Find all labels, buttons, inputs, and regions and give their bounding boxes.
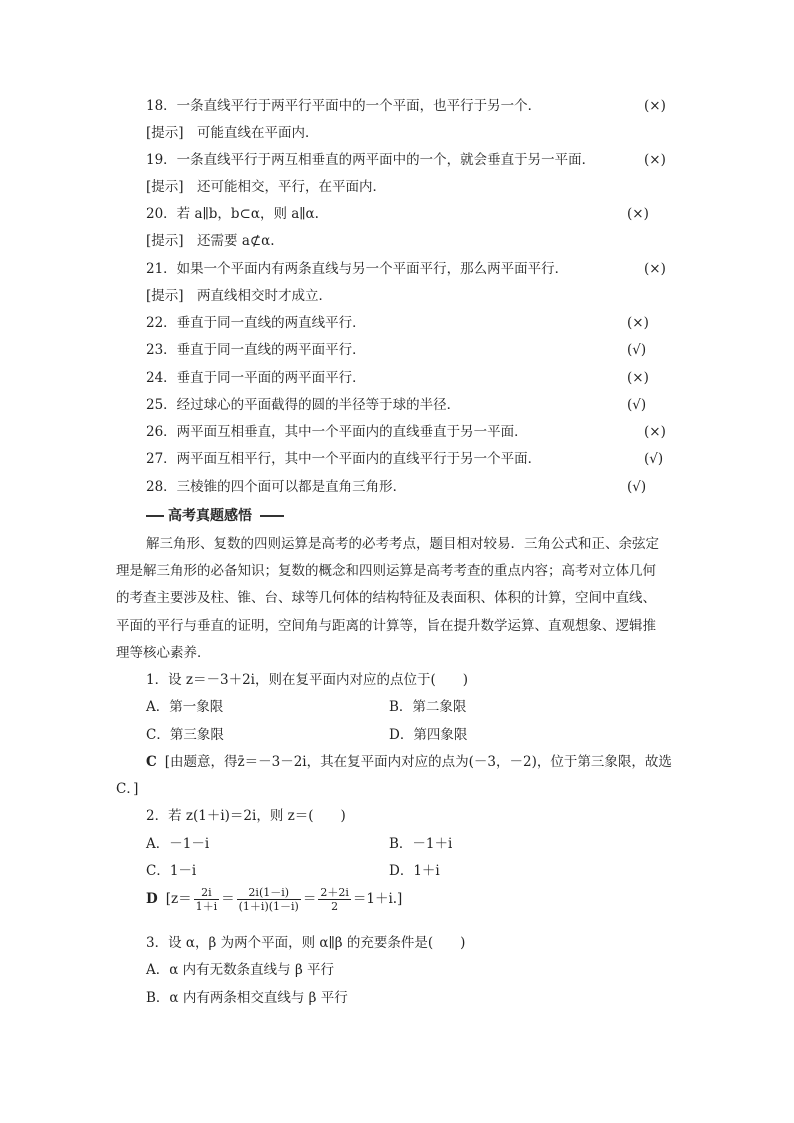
intro-line-1: 解三角形、复数的四则运算是高考的必考考点，题目相对较易．三角公式和正、余弦定 <box>146 536 659 552</box>
item-18: 18．一条直线平行于两平行平面中的一个平面，也平行于另一个． <box>146 98 542 114</box>
q2-sol-end: ＝1＋i.] <box>352 891 403 907</box>
q1-answer: C <box>146 754 157 770</box>
intro-line-2: 理是解三角形的必备知识；复数的概念和四则运算是高考考查的重点内容；高考对立体几何 <box>116 563 656 579</box>
item-19-mark: (×) <box>644 152 666 168</box>
item-18-hint: [提示] 可能直线在平面内． <box>146 125 319 141</box>
q3-option-a: A．α 内有无数条直线与 β 平行 <box>146 962 335 978</box>
item-23-mark: (√) <box>627 342 647 358</box>
item-22-mark: (×) <box>627 315 649 331</box>
item-23: 23．垂直于同一直线的两平面平行． <box>146 342 366 358</box>
q1-option-a: A．第一象限 <box>146 699 224 715</box>
item-19-hint: [提示] 还可能相交，平行，在平面内． <box>146 179 387 195</box>
item-28-mark: (√) <box>627 479 647 495</box>
item-24: 24．垂直于同一平面的两平面平行． <box>146 370 366 386</box>
q2-option-d: D．1＋i <box>389 863 440 879</box>
item-21-mark: (×) <box>644 261 666 277</box>
header-rule-left <box>146 515 164 517</box>
q1-stem: 1．设 z＝－3＋2i，则在复平面内对应的点位于( ) <box>146 672 469 688</box>
q2-f3-den: 2 <box>331 900 339 913</box>
intro-line-4: 平面的平行与垂直的证明，空间角与距离的计算等，旨在提升数学运算、直观想象、逻辑推 <box>116 618 656 634</box>
q3-option-b: B．α 内有两条相交直线与 β 平行 <box>146 990 348 1006</box>
item-25-mark: (√) <box>627 397 647 413</box>
item-20-hint: [提示] 还需要 a⊄α. <box>146 233 275 249</box>
item-26: 26．两平面互相垂直，其中一个平面内的直线垂直于另一平面． <box>146 424 528 440</box>
item-18-mark: (×) <box>644 98 666 114</box>
item-21: 21．如果一个平面内有两条直线与另一个平面平行，那么两平面平行． <box>146 261 569 277</box>
q2-f3-num: 2＋2i <box>320 886 349 899</box>
q1-option-c: C．第三象限 <box>146 727 224 743</box>
q1-explanation-text: [由题意，得z̄＝－3－2i，其在复平面内对应的点为(－3，－2)，位于第三象限，故选 <box>164 754 672 770</box>
item-27: 27．两平面互相平行，其中一个平面内的直线平行于另一个平面． <box>146 451 542 467</box>
intro-line-3: 的考查主要涉及柱、锥、台、球等几何体的结构特征及表面积、体积的计算，空间中直线、 <box>116 590 656 606</box>
q2-f2-den: (1＋i)(1－i) <box>238 900 299 913</box>
q3-stem: 3．设 α，β 为两个平面，则 α∥β 的充要条件是( ) <box>146 935 466 951</box>
item-22: 22．垂直于同一直线的两直线平行． <box>146 315 366 331</box>
item-21-hint: [提示] 两直线相交时才成立． <box>146 288 333 304</box>
item-25: 25．经过球心的平面截得的圆的半径等于球的半径． <box>146 397 461 413</box>
intro-line-5: 理等核心素养． <box>116 645 211 661</box>
q2-stem: 2．若 z(1＋i)＝2i，则 z＝( ) <box>146 808 346 824</box>
q2-answer: D <box>146 891 158 907</box>
item-19: 19．一条直线平行于两互相垂直的两平面中的一个，就会垂直于另一平面． <box>146 152 596 168</box>
q2-option-b: B．－1＋i <box>389 836 453 852</box>
item-24-mark: (×) <box>627 370 649 386</box>
q1-option-b: B．第二象限 <box>389 699 467 715</box>
q2-solution: D [z＝ $\frac{2i}{1+i}$ ＝ $\frac{2i(1-i)}{(1+i)(1-i)}$ ＝ $\frac{2+2i}{2}$ ＝1＋i.] <box>146 886 403 913</box>
item-20: 20．若 a∥b，b⊂α，则 a∥α. <box>146 206 319 222</box>
q2-f1-num: 2i <box>194 886 220 900</box>
q1-option-d: D．第四象限 <box>389 727 468 743</box>
q2-fraction-2 <box>237 886 301 913</box>
header-rule-right <box>260 515 284 517</box>
q2-sol-start: [z＝ <box>165 891 192 907</box>
q2-option-a: A．－1－i <box>146 836 210 852</box>
item-28: 28．三棱锥的四个面可以都是直角三角形． <box>146 479 407 495</box>
q2-f2-num: 2i(1－i) <box>237 886 301 900</box>
item-26-mark: (×) <box>644 424 666 440</box>
item-27-mark: (√) <box>644 451 664 467</box>
q1-explanation-cont: C．] <box>116 781 139 797</box>
q2-f1-den: 1＋i <box>195 900 218 913</box>
q2-fraction-1 <box>194 886 220 913</box>
q2-option-c: C．1－i <box>146 863 197 879</box>
q2-fraction-3 <box>318 886 351 913</box>
section-title: 高考真题感悟 <box>168 508 252 524</box>
item-20-mark: (×) <box>627 206 649 222</box>
section-header <box>146 507 284 525</box>
q1-explanation <box>146 753 672 771</box>
